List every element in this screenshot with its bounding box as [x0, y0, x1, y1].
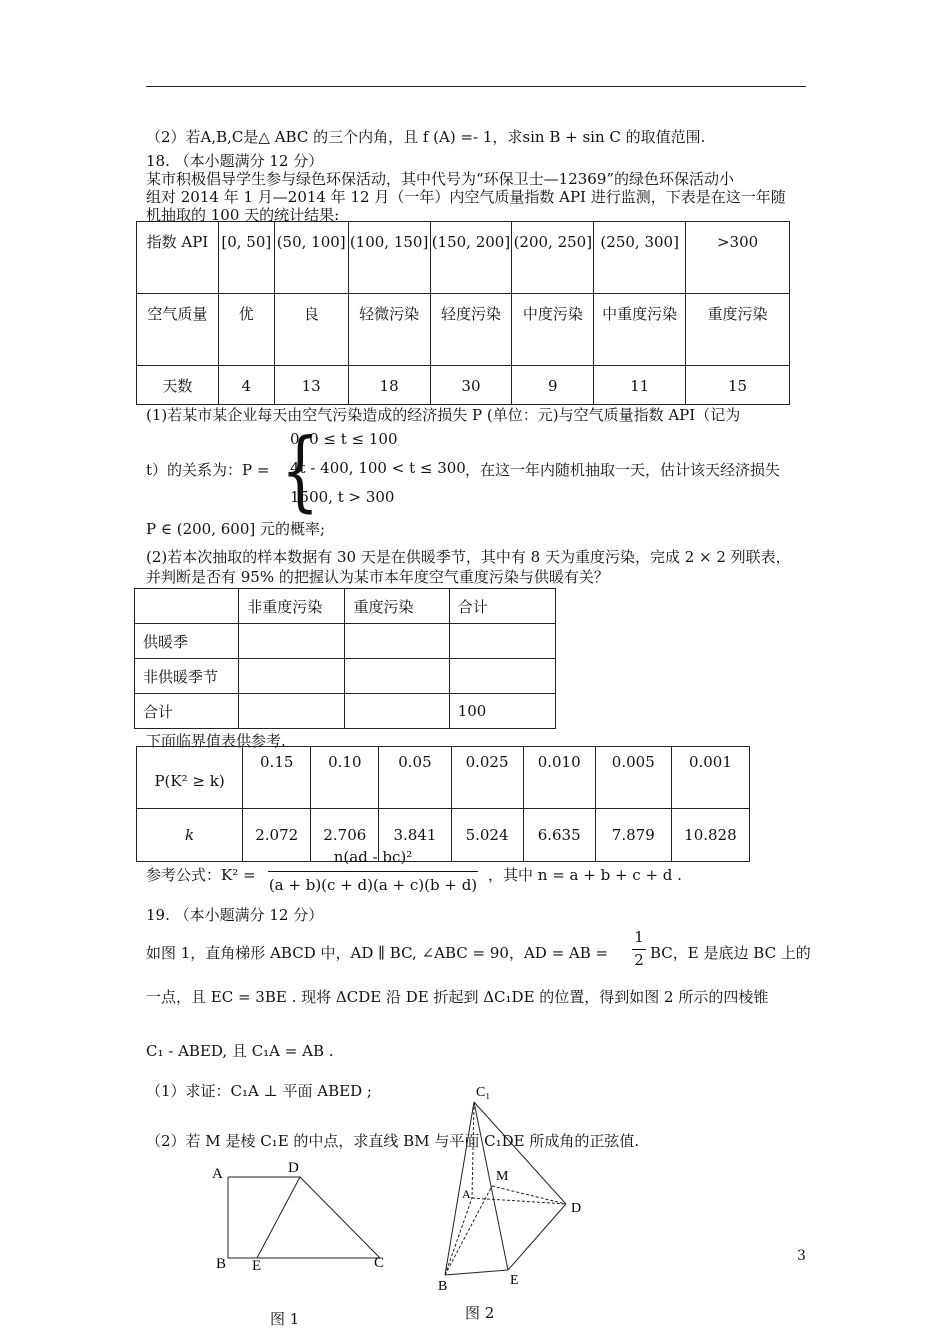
quality-cell: 重度污染 [686, 294, 790, 366]
page-number: 3 [797, 1248, 806, 1264]
api-range-cell: (100, 150] [348, 222, 430, 294]
api-statistics-table [136, 221, 790, 405]
contingency-cell [239, 659, 345, 694]
contingency-header: 合计 [449, 589, 555, 624]
piecewise-case-3: 1500, t > 300 [290, 488, 395, 506]
q19-part1: （1）求证：C₁A ⊥ 平面 ABED ; [146, 1082, 372, 1100]
days-cell: 11 [594, 366, 686, 405]
api-range-cell: (150, 200] [430, 222, 512, 294]
days-cell: 30 [430, 366, 512, 405]
piecewise-case-2: 4t - 400, 100 < t ≤ 300 [290, 459, 466, 477]
p-value-cell: 0.001 [671, 747, 749, 809]
edge-c1e [474, 1102, 508, 1270]
contingency-row-label: 供暖季 [135, 624, 239, 659]
frac-half-num: 1 [634, 928, 644, 946]
quality-cell: 中度污染 [512, 294, 594, 366]
fig1-label-e: E [252, 1258, 262, 1274]
fig2-label-a: A [462, 1187, 471, 1201]
p-value-cell: 0.005 [595, 747, 671, 809]
edge-ed [508, 1204, 566, 1270]
fig1-label-c: C [374, 1255, 385, 1271]
row-label-quality: 空气质量 [137, 294, 219, 366]
p-value-cell: 0.05 [379, 747, 451, 809]
quality-cell: 轻度污染 [430, 294, 512, 366]
row-label-days: 天数 [137, 366, 219, 405]
p-row-label: P(K² ≥ k) [137, 747, 243, 809]
q18-part2-line2: 并判断是否有 95% 的把握认为某市本年度空气重度污染与供暖有关？ [146, 568, 609, 586]
fig1-label-a: A [212, 1166, 223, 1182]
contingency-cell [449, 624, 555, 659]
contingency-header: 非重度污染 [239, 589, 345, 624]
q19-line3: C₁ - ABED, 且 C₁A = AB . [146, 1042, 334, 1060]
q18-intro-line2: 组对 2014 年 1 月—2014 年 12 月（一年）内空气质量指数 API 进行监测，下表是在这一年随 [146, 188, 786, 206]
contingency-table [134, 588, 556, 729]
days-cell: 4 [218, 366, 274, 405]
fig2-label-d: D [571, 1201, 582, 1216]
q18-part1-prefix: t）的关系为：P = [146, 461, 270, 479]
formula-fraction-bar [268, 871, 478, 872]
segment-de [257, 1177, 300, 1258]
quality-cell: 中重度污染 [594, 294, 686, 366]
frac-half-den: 2 [634, 951, 644, 969]
q18-intro-line1: 某市积极倡导学生参与绿色环保活动，其中代号为“环保卫士—12369”的绿色环保活动小 [146, 170, 735, 188]
piecewise-case-1: 0, 0 ≤ t ≤ 100 [290, 430, 398, 448]
contingency-row-label: 非供暖季节 [135, 659, 239, 694]
contingency-cell [449, 659, 555, 694]
formula-numerator: n(ad - bc)² [333, 848, 413, 866]
contingency-header: 重度污染 [345, 589, 449, 624]
contingency-cell [239, 624, 345, 659]
q18-intro-line3: 机抽取的 100 天的统计结果: [146, 206, 340, 224]
k-value-cell: 2.706 [311, 809, 379, 862]
header-rule [146, 86, 806, 87]
q19-part2: （2）若 M 是棱 C₁E 的中点，求直线 BM 与平面 C₁DE 所成角的正弦值. [146, 1132, 640, 1150]
figure-2-caption: 图 2 [465, 1304, 495, 1322]
api-range-cell: >300 [686, 222, 790, 294]
contingency-cell [345, 694, 449, 729]
edge-c1d [474, 1102, 566, 1204]
fig2-label-c1: C₁ [476, 1085, 491, 1100]
quality-cell: 良 [274, 294, 348, 366]
fig1-label-b: B [216, 1256, 227, 1272]
q19-line1a: 如图 1，直角梯形 ABCD 中，AD ∥ BC, ∠ABC = 90，AD = AB = [146, 944, 609, 962]
days-cell: 18 [348, 366, 430, 405]
k-value-cell: 2.072 [243, 809, 311, 862]
api-range-cell: (50, 100] [274, 222, 348, 294]
fig2-label-m: M [496, 1169, 509, 1184]
q19-title: 19. （本小题满分 12 分） [146, 906, 324, 924]
figure-2-pyramid [430, 1078, 600, 1298]
p-value-cell: 0.010 [523, 747, 595, 809]
k-value-cell: 6.635 [523, 809, 595, 862]
contingency-row-label: 合计 [135, 694, 239, 729]
p-value-cell: 0.025 [451, 747, 523, 809]
contingency-cell [345, 659, 449, 694]
k-value-cell: 5.024 [451, 809, 523, 862]
api-range-cell: (200, 250] [512, 222, 594, 294]
k-row-label: k [137, 809, 243, 862]
crit-caption: 下面临界值表供参考. [146, 732, 286, 750]
row-label-api: 指数 API [137, 222, 219, 294]
edge-ab [445, 1198, 472, 1275]
figure-1-caption: 图 1 [270, 1310, 300, 1328]
p-value-cell: 0.10 [311, 747, 379, 809]
days-cell: 15 [686, 366, 790, 405]
q18-title: 18. （本小题满分 12 分） [146, 152, 324, 170]
fig2-label-b: B [438, 1279, 448, 1294]
edge-c1a [472, 1102, 474, 1198]
k-value-cell: 3.841 [379, 809, 451, 862]
fig1-label-d: D [288, 1160, 299, 1176]
formula-prefix: 参考公式：K² = [146, 866, 256, 884]
q18-part1-line3: P ∈ (200, 600] 元的概率; [146, 520, 326, 538]
contingency-header [135, 589, 239, 624]
formula-denominator: (a + b)(c + d)(a + c)(b + d) [268, 876, 478, 894]
piecewise-brace: { [281, 420, 320, 523]
formula-suffix: ，其中 n = a + b + c + d . [488, 866, 682, 884]
quality-cell: 轻微污染 [348, 294, 430, 366]
trapezoid-outline [228, 1177, 380, 1258]
q19-line2: 一点，且 EC = 3BE . 现将 ΔCDE 沿 DE 折起到 ΔC₁DE 的位置，得到如图 2 所示的四棱锥 [146, 988, 769, 1006]
figure-1-trapezoid [200, 1150, 420, 1290]
critical-value-table [136, 746, 750, 862]
contingency-cell [239, 694, 345, 729]
quality-cell: 优 [218, 294, 274, 366]
frac-half-bar [632, 949, 646, 950]
q19-line1b: BC，E 是底边 BC 上的 [650, 944, 811, 962]
q18-part1-line1: (1)若某市某企业每天由空气污染造成的经济损失 P (单位：元)与空气质量指数 API（记为 [146, 406, 741, 424]
edge-be [445, 1270, 508, 1275]
days-cell: 13 [274, 366, 348, 405]
q18-part1-suffix: ，在这一年内随机抽取一天，估计该天经济损失 [465, 461, 781, 479]
p-value-cell: 0.15 [243, 747, 311, 809]
q18-part2-line1: (2)若本次抽取的样本数据有 30 天是在供暖季节，其中有 8 天为重度污染，完成 2 × 2 列联表， [146, 548, 791, 566]
api-range-cell: [0, 50] [218, 222, 274, 294]
contingency-cell [345, 624, 449, 659]
q17-part2: （2）若A,B,C是△ ABC 的三个内角，且 f (A) =- 1，求sin B + sin C 的取值范围. [146, 128, 706, 146]
fig2-label-e: E [510, 1273, 519, 1288]
api-range-cell: (250, 300] [594, 222, 686, 294]
contingency-cell: 100 [449, 694, 555, 729]
k-value-cell: 10.828 [671, 809, 749, 862]
days-cell: 9 [512, 366, 594, 405]
k-value-cell: 7.879 [595, 809, 671, 862]
